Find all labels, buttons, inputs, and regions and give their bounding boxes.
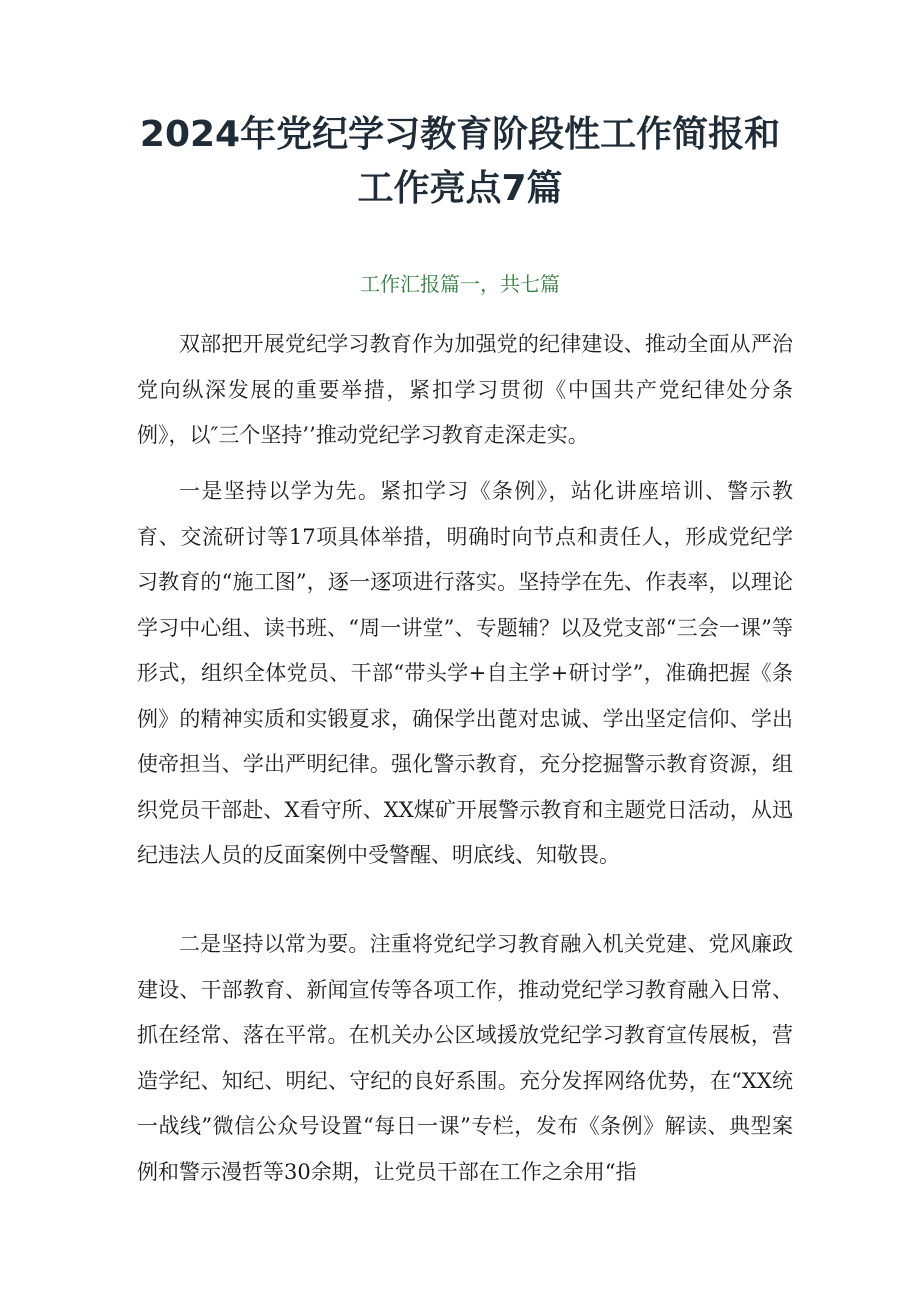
paragraph-intro: 双部把开展党纪学习教育作为加强党的纪律建设、推动全面从严治党向纵深发展的重要举措，紧扣学习贯彻《中国共产党纪律处分条例》，以″三个坚持’’推动党纪学习教育走深走实。 [137, 332, 793, 447]
paragraph-point-one: 一是坚持以学为先。紧扣学习《条例》，站化讲座培训、警示教育、交流研讨等17项具体举措，明确时向节点和责任人，形成党纪学习教育的“施工图”，逐一逐项进行落实。坚持学在先、作表率，以理论学习中心组、读书班、“周一讲堂”、专题辅？以及党支部“三会一课”等形式，组织全体党员、干部“带头学+自主学+研讨学”，准确把握《条例》的精神实质和实锻夏求，确保学出蓖对忠诚、学出坚定信仰、学出使帝担当、学出严明纪律。强化警示教育，充分挖掘警示教育资源，组织党员干部赴、X看守所、XX煤矿开展警示教育和主题党日活动，从迅纪违法人员的反面案例中受警醒、明底线、知敬畏。 [137, 479, 793, 867]
document-title: 2024年党纪学习教育阶段性工作简报和工作亮点7篇 [139, 114, 781, 209]
section-heading: 工作汇报篇一，共七篇 [360, 272, 560, 296]
paragraph-point-two: 二是坚持以常为要。注重将党纪学习教育融入机关党建、党风廉政建设、干部教育、新闻宣传等各项工作，推动党纪学习教育融入日常、抓在经常、落在平常。在机关办公区域援放党纪学习教育宣传展板，营造学纪、知纪、明纪、守纪的良好系围。充分发挥网络优势，在“XX统一战线”微信公众号设置“每日一课”专栏，发布《条例》解读、典型案例和警示漫哲等30余期，让党员干部在工作之余用“指 [137, 932, 793, 1184]
